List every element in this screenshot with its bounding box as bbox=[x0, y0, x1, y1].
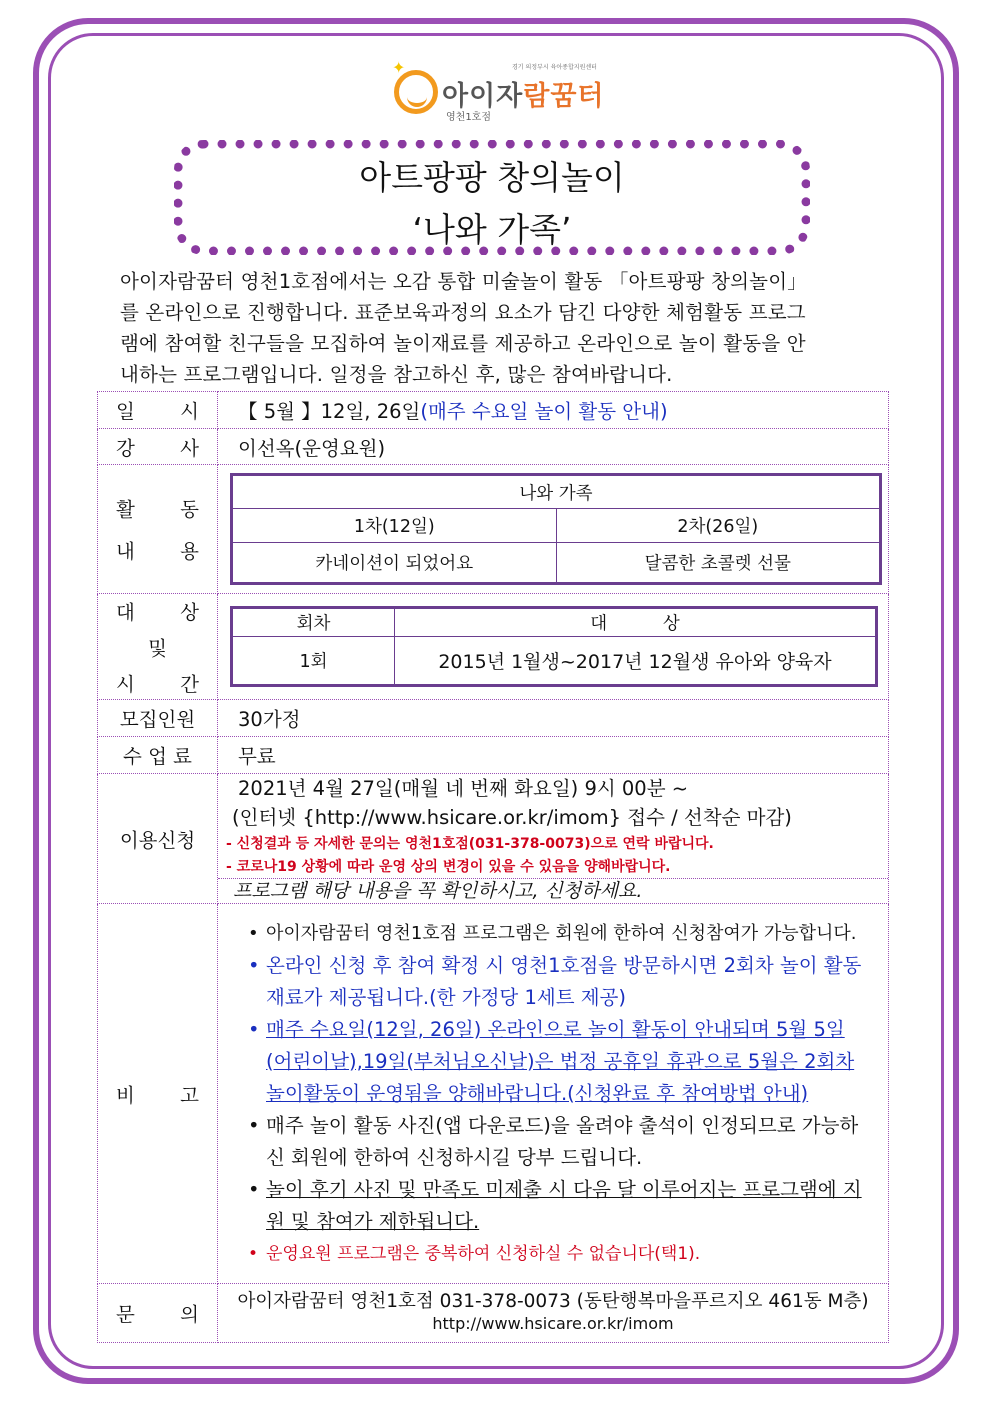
remark-item: • 놀이 후기 사진 및 만족도 미제출 시 다음 달 이루어지는 프로그램에 지원 및 참여가 제한됩니다. bbox=[246, 1174, 870, 1238]
label-date bbox=[98, 392, 218, 429]
label-char: 상 bbox=[180, 600, 199, 624]
label-char: 강 bbox=[116, 436, 135, 460]
label-char: 문 bbox=[116, 1303, 135, 1326]
activity-round-1: 1차(12일) bbox=[233, 509, 557, 543]
row-date bbox=[98, 392, 889, 429]
activity-header-row bbox=[233, 476, 880, 509]
contact-line1: 아이자람꿈터 영천1호점 031-378-0073 (동탄행복마을푸르지오 461동 M층) bbox=[237, 1291, 869, 1312]
label-char: 사 bbox=[180, 436, 199, 460]
remark-item: • 온라인 신청 후 참여 확정 시 영천1호점을 방문하시면 2회차 놀이 활동재료가 제공됩니다.(한 가정당 1세트 제공) bbox=[246, 950, 870, 1014]
value-apply bbox=[218, 774, 889, 904]
star-icon: ✦ bbox=[392, 58, 406, 77]
row-activity bbox=[98, 465, 889, 594]
activity-content-2: 달콤한 초콜렛 선물 bbox=[556, 543, 880, 583]
apply-note2: - 코로나19 상황에 따라 운영 상의 변경이 있을 수 있음을 양해바랍니다. bbox=[226, 859, 671, 875]
intro-line: 내하는 프로그램입니다. 일정을 참고하신 후, 많은 참여바랍니다. bbox=[120, 363, 673, 386]
logo bbox=[392, 58, 617, 128]
apply-line1: 2021년 4월 27일(매월 네 번째 화요일) 9시 00분 ~ bbox=[238, 777, 689, 800]
label-apply: 이용신청 bbox=[98, 774, 218, 904]
value-fee: 무료 bbox=[218, 737, 889, 774]
smile-face-icon bbox=[394, 70, 438, 114]
logo-brand-a: 아이자 bbox=[442, 81, 524, 112]
value-target bbox=[218, 594, 889, 700]
activity-subtable-wrap bbox=[230, 473, 882, 585]
row-fee bbox=[98, 737, 889, 774]
target-subtable-wrap bbox=[230, 606, 878, 687]
value-date bbox=[218, 392, 889, 429]
date-note: (매주 수요일 놀이 활동 안내) bbox=[420, 400, 668, 423]
apply-line2: (인터넷 {http://www.hsicare.or.kr/imom} 접수 / 선착순 마감) bbox=[232, 806, 792, 829]
page-title: 아트팡팡 창의놀이 bbox=[359, 158, 625, 197]
label-capacity: 모집인원 bbox=[98, 700, 218, 737]
target-col-desc: 대 상 bbox=[395, 609, 876, 637]
intro-paragraph bbox=[120, 266, 876, 390]
contact-url[interactable]: http://www.hsicare.or.kr/imom bbox=[432, 1314, 674, 1333]
apply-footer: 프로그램 해당 내용을 꼭 확인하시고, 신청하세요. bbox=[233, 880, 643, 902]
activity-content-row bbox=[233, 543, 880, 583]
target-header-row bbox=[233, 609, 876, 637]
target-col-round: 회차 bbox=[233, 609, 395, 637]
label-contact bbox=[98, 1284, 218, 1343]
label-char: 및 bbox=[148, 636, 167, 660]
row-remarks bbox=[98, 904, 889, 1284]
page-subtitle: ‘나와 가족’ bbox=[412, 210, 572, 249]
target-data-row bbox=[233, 637, 876, 685]
value-contact bbox=[218, 1284, 889, 1343]
row-target bbox=[98, 594, 889, 700]
label-char: 대 bbox=[116, 600, 135, 624]
info-table bbox=[97, 391, 889, 1343]
label-char: 일 bbox=[116, 400, 135, 423]
intro-line: 를 온라인으로 진행합니다. 표준보육과정의 요소가 담긴 다양한 체험활동 프로그 bbox=[120, 301, 806, 324]
label-remarks bbox=[98, 904, 218, 1284]
activity-header: 나와 가족 bbox=[233, 476, 880, 509]
label-instructor bbox=[98, 429, 218, 465]
row-contact bbox=[98, 1284, 889, 1343]
activity-content-1: 카네이션이 되었어요 bbox=[233, 543, 557, 583]
remarks-list bbox=[218, 918, 888, 1270]
value-remarks bbox=[218, 904, 889, 1284]
label-activity bbox=[98, 465, 218, 594]
value-capacity: 30가정 bbox=[218, 700, 889, 737]
label-char: 시 bbox=[180, 400, 199, 423]
label-fee: 수 업 료 bbox=[98, 737, 218, 774]
value-activity bbox=[218, 465, 889, 594]
activity-subtable bbox=[232, 475, 880, 583]
target-desc: 2015년 1월생~2017년 12월생 유아와 양육자 bbox=[395, 637, 876, 685]
label-char: 내 bbox=[116, 540, 135, 563]
label-char: 용 bbox=[180, 540, 199, 563]
label-char: 의 bbox=[180, 1303, 199, 1326]
label-char: 비 bbox=[116, 1083, 135, 1107]
row-instructor bbox=[98, 429, 889, 465]
label-target bbox=[98, 594, 218, 700]
label-char: 동 bbox=[180, 498, 199, 521]
label-char: 활 bbox=[116, 498, 135, 521]
remark-item: • 매주 수요일(12일, 26일) 온라인으로 놀이 활동이 안내되며 5월 5일(어린이날),19일(부처님오신날)은 법정 공휴일 휴관으로 5월은 2회차 놀이활동이 운영됨을 양해바랍니다.(신청완료 후 참여방법 안내) bbox=[246, 1014, 870, 1110]
intro-line: 램에 참여할 친구들을 모집하여 놀이재료를 제공하고 온라인으로 놀이 활동을 안 bbox=[120, 332, 806, 355]
logo-branch: 영천1호점 bbox=[446, 112, 492, 123]
row-capacity bbox=[98, 700, 889, 737]
apply-footer-wrap bbox=[218, 878, 888, 903]
remark-item: • 아이자람꿈터 영천1호점 프로그램은 회원에 한하여 신청참여가 가능합니다. bbox=[246, 918, 870, 950]
remark-item: • 매주 놀이 활동 사진(앱 다운로드)을 올려야 출석이 인정되므로 가능하신 회원에 한하여 신청하시길 당부 드립니다. bbox=[246, 1110, 870, 1174]
date-value: 【 5월 】12일, 26일 bbox=[238, 400, 421, 423]
row-apply bbox=[98, 774, 889, 904]
logo-org: 경기 의정부시 육아종합지원센터 bbox=[512, 64, 597, 71]
remark-item: • 운영요원 프로그램은 중복하여 신청하실 수 없습니다(택1). bbox=[246, 1238, 870, 1270]
label-char: 시 bbox=[116, 672, 135, 696]
activity-round-row bbox=[233, 509, 880, 543]
activity-round-2: 2차(26일) bbox=[556, 509, 880, 543]
logo-brand-b: 람꿈터 bbox=[523, 81, 605, 112]
target-subtable bbox=[232, 608, 876, 685]
label-char: 간 bbox=[180, 672, 199, 696]
apply-note1: - 신청결과 등 자세한 문의는 영천1호점(031-378-0073)으로 연락 바랍니다. bbox=[226, 836, 714, 852]
label-char: 고 bbox=[180, 1083, 199, 1107]
intro-line: 아이자람꿈터 영천1호점에서는 오감 통합 미술놀이 활동 「아트팡팡 창의놀이」 bbox=[120, 270, 807, 293]
target-round: 1회 bbox=[233, 637, 395, 685]
value-instructor: 이선옥(운영요원) bbox=[218, 429, 889, 465]
